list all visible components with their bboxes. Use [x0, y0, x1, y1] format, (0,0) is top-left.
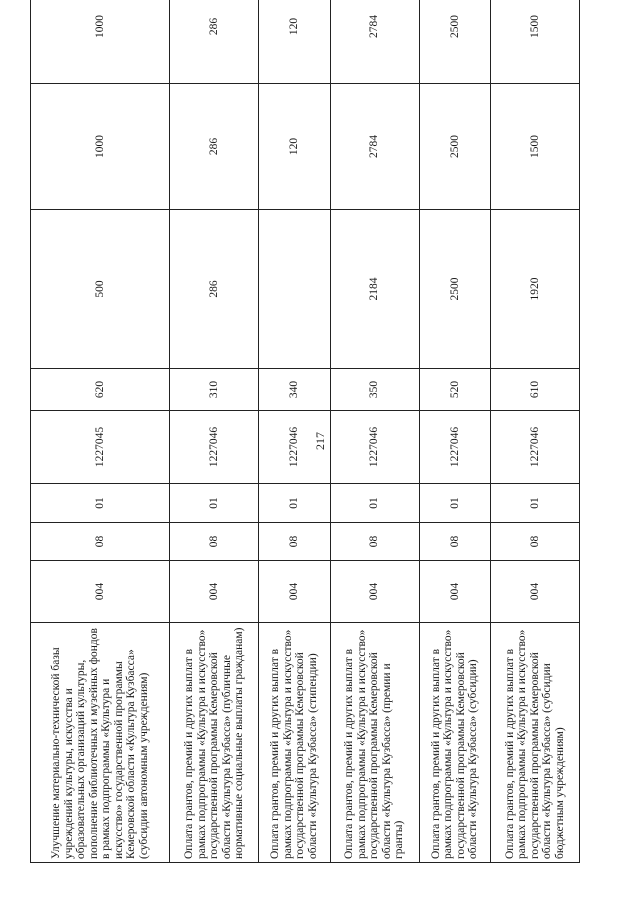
- amount-3: 2784: [330, 0, 419, 84]
- expense-type-code: 350: [330, 369, 419, 411]
- amount-1: 286: [170, 210, 259, 369]
- row-name: Оплата грантов, премий и других выплат в рамках подпрограммы «Культура и искусство» государственной программы Кемеровской области «Культура Кузбасса» (стипендии): [259, 623, 331, 863]
- ministry-code: 004: [419, 561, 491, 623]
- ministry-code: 004: [491, 561, 580, 623]
- section-code: 08: [259, 523, 331, 561]
- amount-2: 1500: [491, 84, 580, 210]
- ministry-code: 004: [259, 561, 331, 623]
- section-code: 08: [330, 523, 419, 561]
- section-code: 08: [419, 523, 491, 561]
- amount-3: 286: [170, 0, 259, 84]
- amount-1: 500: [31, 210, 170, 369]
- amount-2: 1000: [31, 84, 170, 210]
- table-row: [259, 0, 331, 863]
- expense-type-code: 610: [491, 369, 580, 411]
- page-number: 217: [313, 432, 327, 450]
- budget-table-rotated: [30, 15, 580, 863]
- amount-3: 120: [259, 0, 331, 84]
- amount-2: 2500: [419, 84, 491, 210]
- expense-type-code: 520: [419, 369, 491, 411]
- amount-1: 1920: [491, 210, 580, 369]
- expense-type-code: 620: [31, 369, 170, 411]
- amount-1: 2500: [419, 210, 491, 369]
- amount-2: 2784: [330, 84, 419, 210]
- row-name: Оплата грантов, премий и других выплат в рамках подпрограммы «Культура и искусство» государственной программы Кемеровской области «Культура Кузбасса» (премии и гранты): [330, 623, 419, 863]
- target-item-code: 1227045: [31, 411, 170, 484]
- subsection-code: 01: [491, 484, 580, 523]
- table-row: [491, 0, 580, 863]
- amount-1: 2184: [330, 210, 419, 369]
- amount-3: 1500: [491, 0, 580, 84]
- row-name: Оплата грантов, премий и других выплат в рамках подпрограммы «Культура и искусство» государственной программы Кемеровской области «Культура Кузбасса» (субсидии бюджетным учреждениям): [491, 623, 580, 863]
- target-item-code: 1227046: [491, 411, 580, 484]
- row-name: Оплата грантов, премий и других выплат в рамках подпрограммы «Культура и искусство» государственной программы Кемеровской области «Культура Кузбасса» (публичные нормативные социальные выплаты гражданам): [170, 623, 259, 863]
- target-item-code: 1227046: [330, 411, 419, 484]
- table-row: [419, 0, 491, 863]
- ministry-code: 004: [170, 561, 259, 623]
- row-name: Улучшение материально-технической базы учреждений культуры, искусства и образовательных организаций культуры, пополнение библиотечных и музейных фондов в рамках подпрограммы «Культура и искусство» государственной программы Кемеровской области «Культура Кузбасса» (субсидии автономным учреждениям): [31, 623, 170, 863]
- section-code: 08: [170, 523, 259, 561]
- expense-type-code: 310: [170, 369, 259, 411]
- amount-2: 286: [170, 84, 259, 210]
- amount-3: 1000: [31, 0, 170, 84]
- row-name: Оплата грантов, премий и других выплат в рамках подпрограммы «Культура и искусство» государственной программы Кемеровской области «Культура Кузбасса» (субсидии): [419, 623, 491, 863]
- subsection-code: 01: [31, 484, 170, 523]
- subsection-code: 01: [419, 484, 491, 523]
- section-code: 08: [31, 523, 170, 561]
- subsection-code: 01: [330, 484, 419, 523]
- section-code: 08: [491, 523, 580, 561]
- amount-2: 120: [259, 84, 331, 210]
- subsection-code: 01: [259, 484, 331, 523]
- target-item-code: 1227046: [259, 411, 331, 484]
- ministry-code: 004: [330, 561, 419, 623]
- table-row: [170, 0, 259, 863]
- expense-type-code: 340: [259, 369, 331, 411]
- table-row: [330, 0, 419, 863]
- subsection-code: 01: [170, 484, 259, 523]
- amount-3: 2500: [419, 0, 491, 84]
- budget-table: [30, 0, 580, 863]
- table-row: [31, 0, 170, 863]
- target-item-code: 1227046: [170, 411, 259, 484]
- target-item-code: 1227046: [419, 411, 491, 484]
- amount-1: [259, 210, 331, 369]
- ministry-code: 004: [31, 561, 170, 623]
